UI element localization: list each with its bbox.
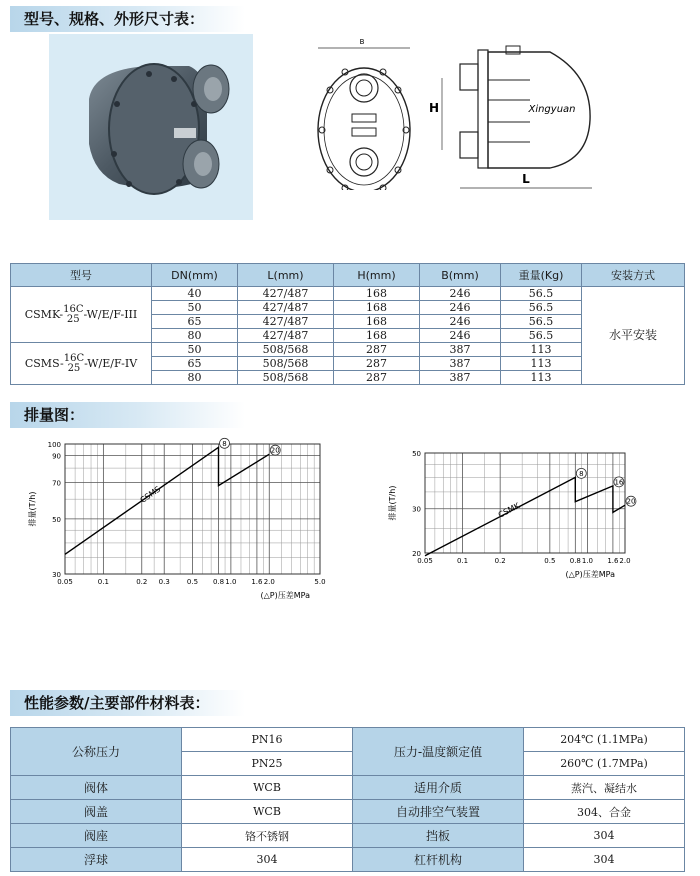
x-tick-label: 0.05 <box>417 557 433 565</box>
series-line <box>425 477 625 555</box>
y-axis-label: 排量(T/h) <box>28 491 37 527</box>
label-cell: 挡板 <box>353 824 524 848</box>
x-axis-label: (△P)压差MPa <box>565 570 615 579</box>
table-row <box>11 824 685 848</box>
cell: 304 <box>182 848 353 872</box>
marker-label: 16 <box>614 478 624 487</box>
x-axis-label: (△P)压差MPa <box>260 591 310 600</box>
cell: 246 <box>420 315 501 329</box>
cell: 铬不锈钢 <box>182 824 353 848</box>
x-tick-label: 0.1 <box>97 578 109 586</box>
table-row <box>11 776 685 800</box>
label-pressure-temperature: 压力-温度额定值 <box>353 728 524 776</box>
cell: 168 <box>334 329 420 343</box>
x-tick-label: 0.3 <box>158 578 170 586</box>
y-tick-label: 70 <box>52 479 61 488</box>
spec-header-row <box>11 264 685 287</box>
cell: 304 <box>524 848 685 872</box>
label-cell: 杠杆机构 <box>353 848 524 872</box>
cell: 304 <box>524 824 685 848</box>
cell: 113 <box>501 357 582 371</box>
x-tick-label: 0.8 <box>212 578 225 586</box>
y-tick-label: 90 <box>52 452 61 461</box>
label-cell: 浮球 <box>11 848 182 872</box>
flow-chart-csms <box>15 436 335 616</box>
spec-header: DN(mm) <box>152 264 238 287</box>
cell: 168 <box>334 315 420 329</box>
cell: 508/568 <box>238 371 334 385</box>
x-tick-label: 2.0 <box>619 557 631 565</box>
cell: 65 <box>152 315 238 329</box>
y-tick-label: 50 <box>412 450 421 458</box>
cell: 56.5 <box>501 287 582 301</box>
cell: 40 <box>152 287 238 301</box>
cell: 50 <box>152 343 238 357</box>
cell: 246 <box>420 329 501 343</box>
cell: 80 <box>152 371 238 385</box>
x-tick-label: 5.0 <box>314 578 326 586</box>
dim-b-label: B <box>359 38 365 46</box>
y-axis-label: 排量(T/h) <box>388 485 397 521</box>
series-label: CSMK <box>496 501 522 520</box>
label-nominal-pressure: 公称压力 <box>11 728 182 776</box>
y-tick-label: 30 <box>412 505 421 514</box>
dim-l-label: L <box>522 172 530 186</box>
cell: 50 <box>152 301 238 315</box>
cell: PN16 <box>182 728 353 752</box>
cell: 56.5 <box>501 301 582 315</box>
y-tick-label: 30 <box>52 571 61 579</box>
cell: 246 <box>420 301 501 315</box>
x-tick-label: 0.2 <box>136 578 148 586</box>
cell: 427/487 <box>238 287 334 301</box>
cell: 56.5 <box>501 329 582 343</box>
cell: 113 <box>501 371 582 385</box>
flow-chart-csmk <box>380 445 680 590</box>
brand-mark: Xingyuan <box>528 104 576 115</box>
series-line <box>65 447 269 554</box>
cell: 56.5 <box>501 315 582 329</box>
section-title-performance: 性能参数/主要部件材料表： <box>10 690 245 716</box>
cell: 508/568 <box>238 357 334 371</box>
y-tick-label: 20 <box>412 550 421 558</box>
cell: 287 <box>334 371 420 385</box>
cell: 427/487 <box>238 329 334 343</box>
cell: 65 <box>152 357 238 371</box>
x-tick-label: 0.5 <box>544 557 556 565</box>
cell: 427/487 <box>238 301 334 315</box>
spec-header: B(mm) <box>420 264 501 287</box>
table-row <box>11 848 685 872</box>
section-title-flow: 排量图： <box>10 402 245 428</box>
cell: 304、合金 <box>524 800 685 824</box>
cell: 287 <box>334 357 420 371</box>
cell: PN25 <box>182 752 353 776</box>
cell: 387 <box>420 371 501 385</box>
cell: 427/487 <box>238 315 334 329</box>
table-row <box>11 728 685 752</box>
cell: 387 <box>420 343 501 357</box>
x-tick-label: 0.05 <box>57 578 73 586</box>
cell: 260℃ (1.7MPa) <box>524 752 685 776</box>
cell: 80 <box>152 329 238 343</box>
product-photo <box>49 34 253 220</box>
marker-label: 20 <box>270 446 280 455</box>
x-tick-label: 0.8 <box>569 557 581 565</box>
x-tick-label: 1.0 <box>581 557 593 565</box>
marker-label: 8 <box>579 469 584 478</box>
x-tick-label: 0.2 <box>494 557 506 565</box>
cell: 246 <box>420 287 501 301</box>
y-tick-label: 50 <box>52 515 61 524</box>
cell: 168 <box>334 301 420 315</box>
x-tick-label: 1.6 <box>251 578 263 586</box>
marker-label: 8 <box>222 439 227 448</box>
spec-header: 重量(Kg) <box>501 264 582 287</box>
x-tick-label: 2.0 <box>263 578 275 586</box>
label-cell: 自动排空气装置 <box>353 800 524 824</box>
model-csms: CSMS- 16C 25 -W/E/F-IV <box>11 343 152 385</box>
cell: 508/568 <box>238 343 334 357</box>
spec-table <box>10 263 685 385</box>
cell: 204℃ (1.1MPa) <box>524 728 685 752</box>
cell: 168 <box>334 287 420 301</box>
cell: 113 <box>501 343 582 357</box>
label-cell: 阀盖 <box>11 800 182 824</box>
marker-label: 20 <box>626 497 636 506</box>
x-tick-label: 0.1 <box>457 557 469 565</box>
table-row <box>11 800 685 824</box>
cell: WCB <box>182 800 353 824</box>
model-csmk: CSMK- 16C 25 -W/E/F-III <box>11 287 152 343</box>
cell: WCB <box>182 776 353 800</box>
cell: 287 <box>334 343 420 357</box>
spec-header: 型号 <box>11 264 152 287</box>
spec-header: H(mm) <box>334 264 420 287</box>
x-tick-label: 0.5 <box>186 578 199 586</box>
label-cell: 适用介质 <box>353 776 524 800</box>
cell: 387 <box>420 357 501 371</box>
y-tick-label: 100 <box>47 441 61 449</box>
spec-header: 安装方式 <box>582 264 685 287</box>
performance-table <box>10 727 685 872</box>
dim-h-label: H <box>428 101 440 115</box>
dimension-drawing <box>300 30 610 190</box>
x-tick-label: 1.0 <box>225 578 237 586</box>
label-cell: 阀座 <box>11 824 182 848</box>
spec-header: L(mm) <box>238 264 334 287</box>
x-tick-label: 1.6 <box>607 557 619 565</box>
cell: 蒸汽、凝结水 <box>524 776 685 800</box>
label-cell: 阀体 <box>11 776 182 800</box>
table-row <box>11 287 685 301</box>
install-method: 水平安装 <box>582 287 685 385</box>
section-title-dimensions: 型号、规格、外形尺寸表： <box>10 6 245 32</box>
series-label: CSMS <box>138 484 163 505</box>
